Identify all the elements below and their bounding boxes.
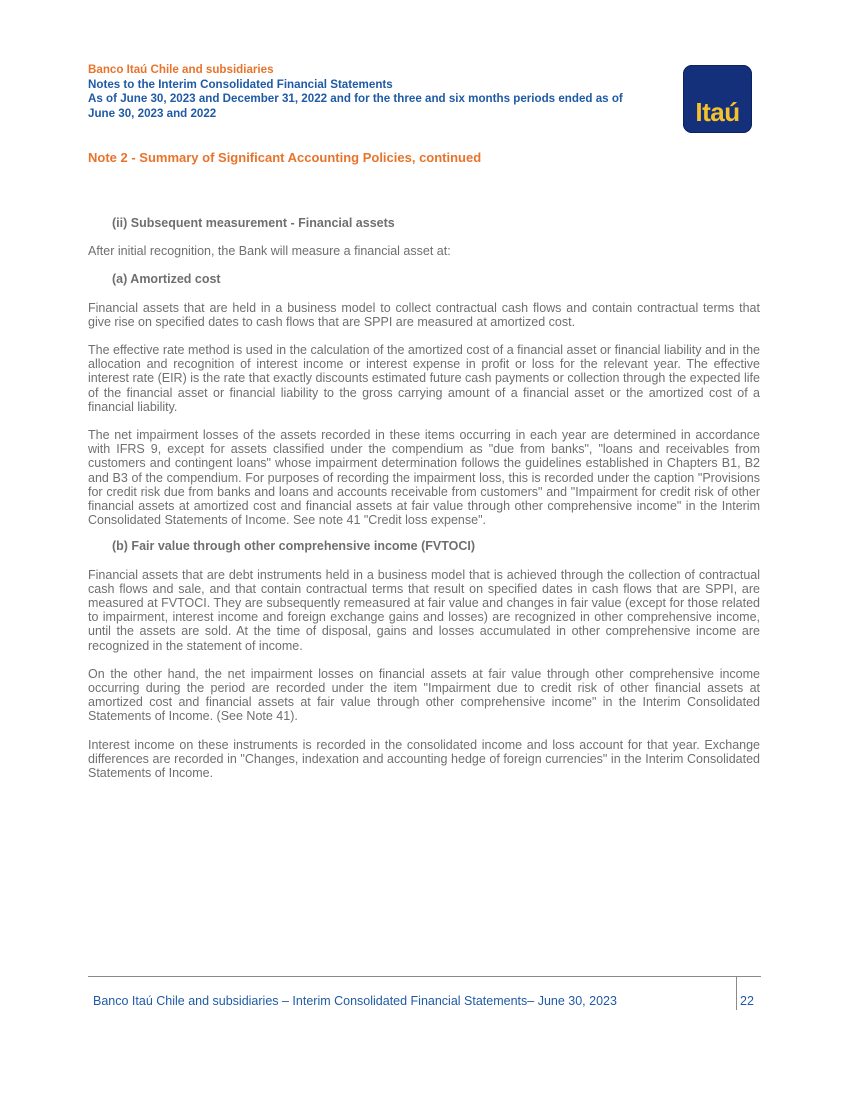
paragraph-amortized-cost-3: The net impairment losses of the assets recorded in these items occurring in each year are determined in accordance with IFRS 9, except for assets classified under the compendium as "due from banks", "loans and receivables from customers and contingent loans" whose impairment determination follows the guidelines established in Chapters B1, B2 and B3 of the compendium. For purposes of recording the impairment loss, this is recorded under the caption "Provisions for credit risk due from banks and loans and accounts receivable from customers" and "Impairment for credit risk of other financial assets at amortized cost and financial assets at fair value through other comprehensive income" in the Interim Consolidated Statements of Income. See note 41 "Credit loss expense". bbox=[88, 428, 760, 528]
footer-page-separator bbox=[736, 977, 737, 1010]
subheading-amortized-cost: (a) Amortized cost bbox=[112, 272, 221, 287]
page-number: 22 bbox=[740, 994, 754, 1008]
paragraph-fvtoci-2: On the other hand, the net impairment losses on financial assets at fair value through other comprehensive income occurring during the period are recorded under the item "Impairment due to credit risk of other financial assets at amortized cost and financial assets at fair value through other comprehensive income" in the Interim Consolidated Statements of Income. (See Note 41). bbox=[88, 666, 760, 724]
paragraph-fvtoci-3: Interest income on these instruments is recorded in the consolidated income and loss account for that year. Exchange differences are recorded in "Changes, indexation and accounting hedge of foreign currencies" in the Interim Consolidated Statements of Income. bbox=[88, 737, 760, 781]
document-header bbox=[88, 63, 678, 121]
header-line-2: As of June 30, 2023 and December 31, 2022 and for the three and six months periods ended as of bbox=[88, 92, 623, 105]
paragraph-amortized-cost-2: The effective rate method is used in the calculation of the amortized cost of a financial asset or financial liability and in the allocation and recognition of interest income or interest expense in profit or loss for the relevant year. The effective interest rate (EIR) is the rate that exactly discounts estimated future cash payments or collection through the expected life of the financial asset or financial liability to the gross carrying amount of a financial asset or the amortized cost of a financial liability. bbox=[88, 343, 760, 414]
subheading-fvtoci: (b) Fair value through other comprehensive income (FVTOCI) bbox=[112, 539, 476, 554]
footer-divider bbox=[88, 976, 761, 977]
header-line-1: Notes to the Interim Consolidated Financial Statements bbox=[88, 77, 393, 91]
footer-text: Banco Itaú Chile and subsidiaries – Interim Consolidated Financial Statements– June 30, 2023 bbox=[93, 994, 617, 1008]
note-title: Note 2 - Summary of Significant Accounting Policies, continued bbox=[88, 150, 482, 165]
header-company: Banco Itaú Chile and subsidiaries bbox=[88, 63, 274, 76]
section-heading: (ii) Subsequent measurement - Financial assets bbox=[112, 216, 395, 230]
document-body bbox=[88, 216, 760, 794]
paragraph-amortized-cost-1: Financial assets that are held in a business model to collect contractual cash flows and contain contractual terms that give rise on specified dates to cash flows that are SPPI are measured at amortized cost. bbox=[88, 300, 760, 329]
intro-paragraph: After initial recognition, the Bank will measure a financial asset at: bbox=[88, 244, 451, 259]
paragraph-fvtoci-1: Financial assets that are debt instruments held in a business model that is achieved through the collection of contractual cash flows and sale, and that contain contractual terms that result on specified dates in cash flows that are SPPI, are measured at FVTOCI. They are subsequently remeasured at fair value and changes in fair value (except for those related to impairment, interest income and foreign exchange gains and losses) are recognized in other comprehensive income, until the assets are sold. At the time of disposal, gains and losses accumulated in other comprehensive income are recognized in the statement of income. bbox=[88, 567, 760, 653]
logo-text: Itaú bbox=[695, 97, 740, 127]
itau-logo bbox=[683, 65, 752, 133]
header-line-3: June 30, 2023 and 2022 bbox=[88, 106, 217, 120]
